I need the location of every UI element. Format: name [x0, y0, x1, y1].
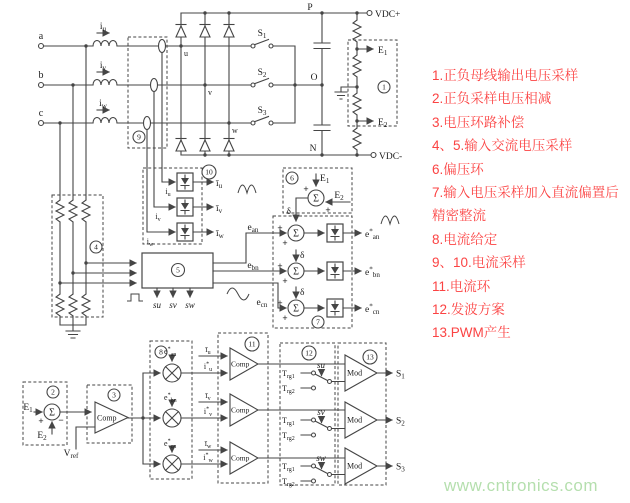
block-11-badge: 11 [248, 339, 256, 349]
comp-iw-ref-label: $i^*_w$ [203, 452, 213, 465]
phase-c-label: c [38, 108, 44, 119]
annotation-line: 11.电流环 [432, 278, 491, 294]
comp-label: Comp [231, 405, 250, 415]
comp-abs-iw-label: $ī_w$ [204, 439, 212, 451]
su-output-label: su [152, 300, 162, 310]
node-o-label: O [310, 73, 318, 83]
plus-sign: + [282, 238, 288, 248]
annotation-line: 2.正负采样电压相减 [432, 91, 552, 107]
plus-sign: + [282, 276, 288, 286]
block-7-badge: 7 [316, 317, 320, 327]
ground-icon [66, 331, 80, 338]
block-5-badge: 5 [176, 265, 180, 275]
delta-label: δ [300, 251, 305, 261]
inductor-c-icon [93, 118, 117, 123]
inductor-b-icon [93, 80, 117, 86]
ean-label: $e_{an}$ [247, 223, 259, 235]
trg1-label: $T_{rg1}$ [282, 369, 295, 381]
bias-e2-label: $E_2$ [334, 191, 344, 203]
mod-label: Mod [347, 461, 363, 471]
block-10-badge: 10 [205, 167, 213, 177]
switch-s3-label: $S_3$ [257, 106, 267, 118]
sigma-icon: Σ [49, 407, 55, 419]
loop-e1-label: $E_1$ [23, 403, 33, 415]
trg2-label: $T_{rg2}$ [282, 384, 295, 396]
annotation-line: 9、10.电流采样 [432, 255, 526, 271]
sine-wave-icon [227, 288, 249, 300]
block-1-badge: 1 [382, 82, 386, 92]
plus-sign: + [303, 184, 309, 194]
phase-a-label: a [38, 31, 44, 42]
ean-ref-label: $e^*_{an}$ [365, 227, 380, 242]
comp-iu-ref-label: $i^*_u$ [203, 361, 213, 374]
node-n-label: N [309, 144, 317, 154]
trg1-label: $T_{rg1}$ [282, 462, 295, 474]
annotation-line: 6.偏压环 [432, 161, 484, 177]
annotation-line: 1.正负母线输出电压采样 [432, 68, 579, 83]
abs-iw-label: $ī_w$ [216, 229, 224, 241]
plus-sign: + [277, 223, 283, 233]
plus-sign: + [277, 261, 283, 271]
block-6-badge: 6 [290, 173, 294, 183]
annotation-line: 13.PWM产生 [432, 325, 511, 341]
ground-icon [335, 92, 347, 99]
plus-sign: + [277, 298, 283, 308]
voltage-loop-compensator [76, 373, 160, 464]
e2-tap-label: $E_2$ [378, 118, 388, 130]
delta-label: δ [300, 288, 305, 298]
current-reference-multipliers [163, 356, 227, 473]
comp-iv-ref-label: $i^*_v$ [203, 406, 213, 419]
e1-tap-label: $E_1$ [378, 46, 388, 58]
switch-s1-label: $S_1$ [257, 29, 267, 41]
su-select-label: su [316, 360, 326, 370]
plus-sign: + [325, 205, 331, 215]
switch-s2-label: $S_2$ [257, 68, 267, 80]
comp-label: Comp [231, 453, 250, 463]
inductor-current-iu-label: $i_u$ [99, 22, 107, 34]
annotation-line: 4、5.输入交流电压采样 [432, 138, 573, 154]
mult-ebn-ref-label: $e^*_{bn}$ [164, 392, 177, 405]
sigma-icon: Σ [293, 303, 299, 315]
delta-label: δ [286, 207, 291, 217]
comp-label: Comp [97, 413, 117, 423]
rectified-wave-icon [238, 185, 256, 193]
sigma-icon: Σ [293, 266, 299, 278]
plus-sign: + [38, 416, 44, 426]
node-v-label: v [208, 88, 212, 97]
phase-input-wires [44, 33, 253, 123]
voltage-divider-taps [56, 46, 136, 338]
annotation-line: 12.发波方案 [432, 302, 505, 318]
annotation-line: 3.电压环路补偿 [432, 114, 525, 130]
block-4-badge: 4 [94, 242, 98, 252]
current-sensor-icon [144, 117, 151, 130]
minus-sign: − [58, 415, 64, 425]
ebn-label: $e_{bn}$ [247, 261, 259, 273]
pwm-s1-output-label: $S_1$ [396, 369, 405, 381]
sw-output-label: sw [185, 300, 195, 310]
inductor-a-icon [93, 41, 117, 46]
sv-select-label: sv [317, 407, 325, 417]
comp-abs-iv-label: $ī_v$ [205, 391, 211, 403]
node-p-label: P [307, 3, 313, 13]
node-w-label: w [232, 126, 238, 135]
mult-ean-ref-label: $e^*_{an}$ [164, 346, 177, 359]
ebn-ref-label: $e^*_{bn}$ [365, 265, 380, 280]
block-8-badge: 8 [159, 347, 163, 357]
inductor-current-iw-label: $i_w$ [99, 99, 107, 111]
sensed-iv-label: $i_v$ [155, 212, 161, 224]
loop-e2-label: $E_2$ [37, 431, 47, 443]
annotation-line: 7.输入电压采样加入直流偏置后 [432, 185, 619, 201]
comp-label: Comp [231, 359, 250, 369]
mod-label: Mod [347, 415, 363, 425]
block-12-badge: 12 [305, 348, 313, 358]
sensed-iu-label: $i_u$ [165, 187, 171, 199]
block-13-badge: 13 [366, 352, 374, 362]
annotation-line: 8.电流给定 [432, 231, 498, 247]
bias-e1-label: $E_1$ [320, 174, 330, 186]
ecn-ref-label: $e^*_{cn}$ [365, 302, 380, 317]
sw-select-label: sw [316, 453, 326, 463]
block-3-badge: 3 [112, 390, 116, 400]
block-9-badge: 9 [137, 132, 141, 142]
abs-iu-label: $ī_u$ [216, 179, 223, 191]
vref-label: $V_{ref}$ [63, 449, 79, 461]
ecn-label: $e_{cn}$ [256, 298, 268, 310]
sv-output-label: sv [169, 300, 177, 310]
mult-ecn-ref-label: $e^*_{cn}$ [164, 438, 177, 451]
plus-sign: + [282, 313, 288, 323]
node-u-label: u [184, 49, 188, 58]
mod-label: Mod [347, 368, 363, 378]
current-sensors [144, 40, 176, 233]
sigma-icon: Σ [293, 228, 299, 240]
rectified-wave-icon [381, 216, 399, 224]
vdc-plus-label: VDC+ [375, 10, 401, 20]
precision-rectifier-block [288, 216, 399, 317]
abs-iv-label: $ī_v$ [216, 204, 223, 216]
pwm-s3-output-label: $S_3$ [396, 462, 405, 474]
block-2-badge: 2 [51, 387, 55, 397]
sigma-icon: Σ [313, 193, 319, 205]
trg1-label: $T_{rg1}$ [282, 416, 295, 428]
inductor-current-iv-label: $i_v$ [99, 61, 107, 73]
pwm-s2-output-label: $S_2$ [396, 416, 405, 428]
trg2-label: $T_{rg2}$ [282, 431, 295, 443]
trg2-label: $T_{rg2}$ [282, 477, 295, 489]
current-sensor-icon [159, 40, 166, 53]
annotation-line: 精密整流 [432, 208, 486, 224]
current-sensor-icon [151, 79, 158, 92]
sensed-iw-label: $i_w$ [146, 237, 154, 249]
comp-abs-iu-label: $ī_u$ [205, 345, 211, 357]
phase-b-label: b [38, 70, 44, 81]
square-wave-icon [127, 294, 143, 301]
vdc-minus-label: VDC- [379, 152, 403, 162]
annotation-list [432, 64, 628, 345]
watermark: www.cntronics.com [444, 476, 598, 495]
